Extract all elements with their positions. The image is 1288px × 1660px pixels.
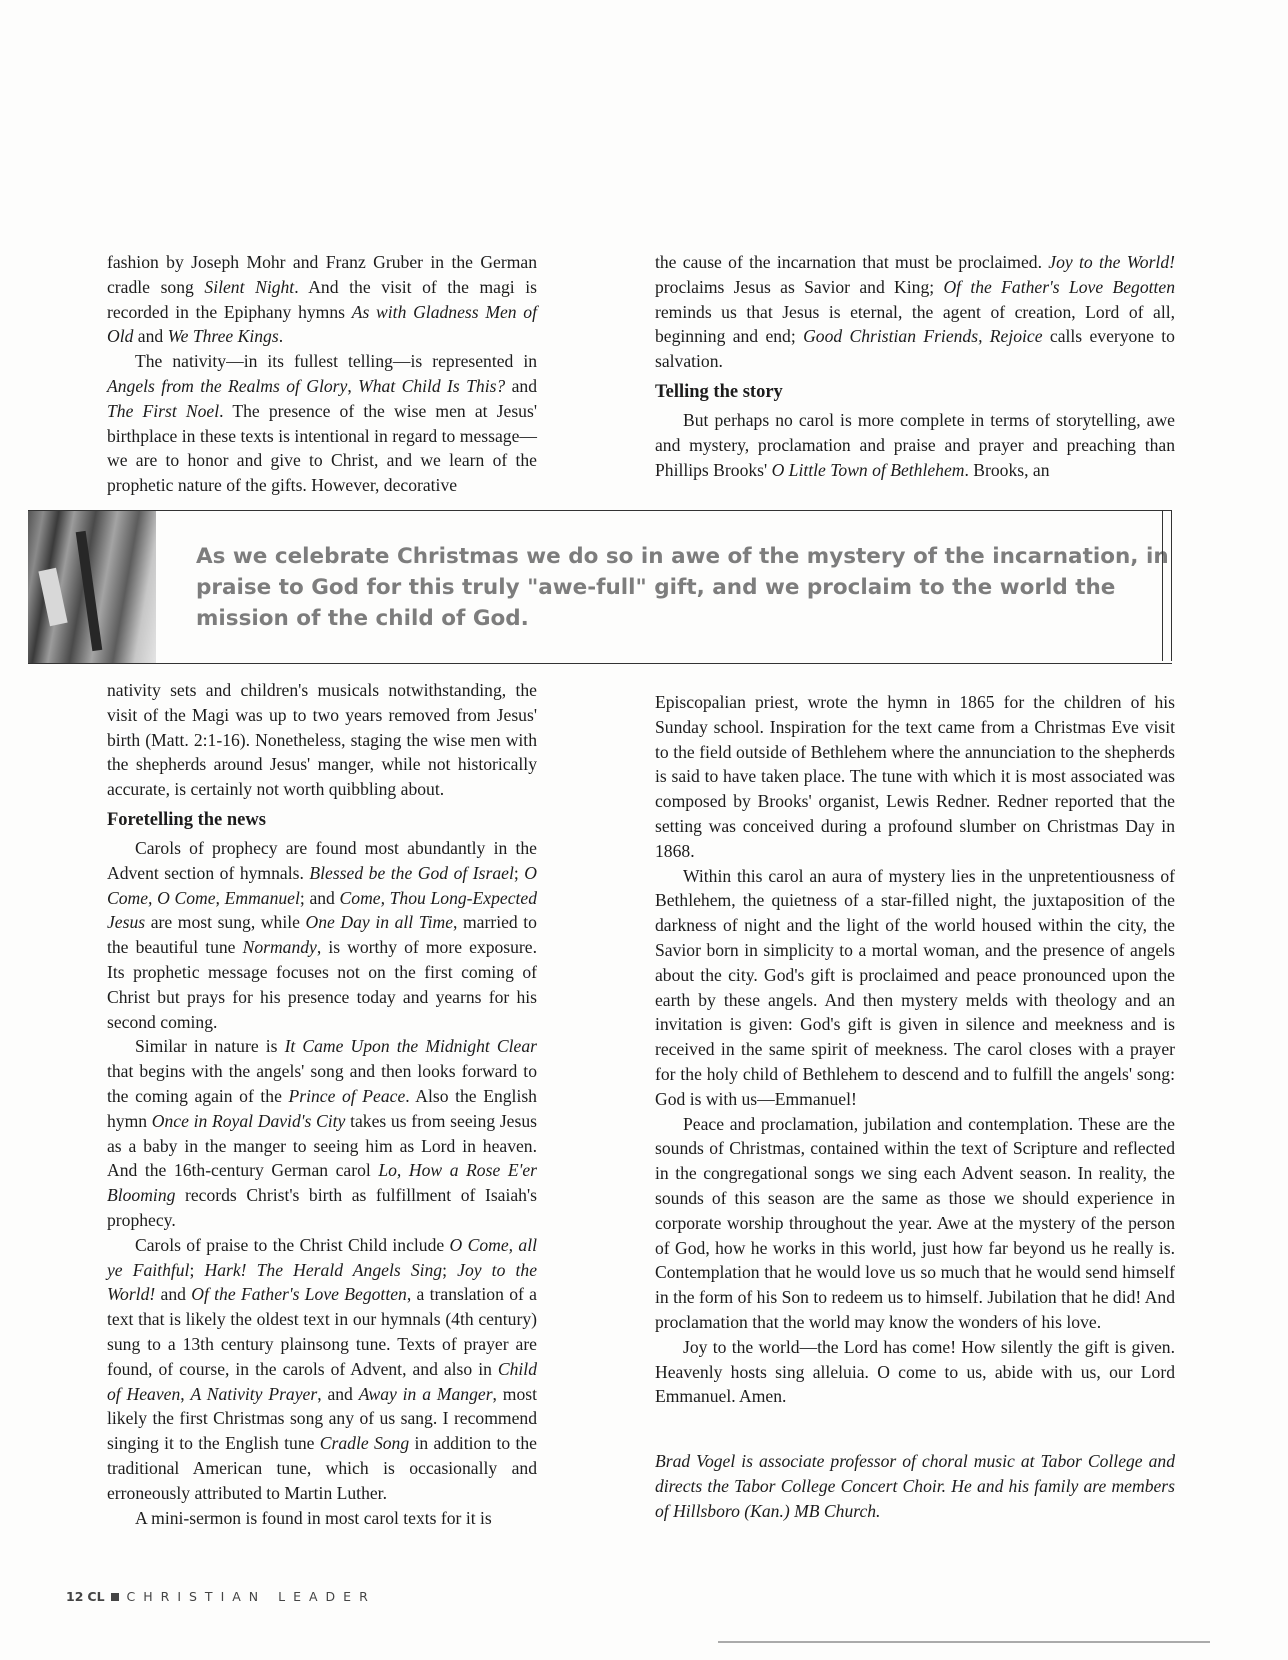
- pull-quote-box: [28, 510, 1172, 664]
- section-heading: Foretelling the news: [107, 809, 266, 830]
- column-bottom-left: [107, 678, 537, 1530]
- organ-pipes-photo: [28, 511, 156, 663]
- paragraph: Within this carol an aura of mystery lies in the unpretentiousness of Bethlehem, the quietness of a star-filled night, the juxtaposition of the darkness of night and the light of the world housed within the city, the Savior born in simplicity to a mortal woman, and the presence of angels about the city. God's gift is proclaimed and peace pronounced upon the earth by these angels. And then mystery melds with theology and an invitation is given: God's gift is given in silence and meekness and is received in the same spirit of meekness. The carol closes with a prayer for the holy child of Bethlehem to descend and to fulfill the angels' song: God is with us—Emmanuel!: [655, 865, 1175, 1109]
- paragraph: The nativity—in its fullest telling—is represented in Angels from the Realms of Glory, What Child Is This? and The First Noel. The presence of the wise men at Jesus' birthplace in these texts is intentional in regard to message—we are to honor and give to Christ, and we learn of the prophetic nature of the gifts. However, decorative: [107, 351, 537, 496]
- paragraph: Carols of prophecy are found most abundantly in the Advent section of hymnals. Blessed be the God of Israel; O Come, O Come, Emmanuel; and Come, Thou Long-Expected Jesus are most sung, while One Day in all Time, married to the beautiful tune Normandy, is worthy of more exposure. Its prophetic message focuses not on the first coming of Christ but prays for his presence today and yearns for his second coming.: [107, 837, 538, 1032]
- page-number: 12: [66, 1589, 84, 1604]
- bottom-rule: [718, 1641, 1210, 1643]
- publication-logo: CL: [87, 1589, 105, 1604]
- pull-quote: As we celebrate Christmas we do so in awe of the mystery of the incarnation, in praise to God for this truly "awe-full" gift, and we proclaim to the world the mission of the child of God.: [196, 544, 1169, 631]
- section-heading: Telling the story: [655, 381, 783, 402]
- page-footer: [66, 1589, 376, 1604]
- publication-name: CHRISTIAN LEADER: [126, 1589, 376, 1604]
- paragraph: But perhaps no carol is more complete in terms of storytelling, awe and mystery, proclamation and praise and prayer and preaching than Phillips Brooks' O Little Town of Bethlehem. Brooks, an: [655, 409, 1175, 480]
- column-top-right: [655, 250, 1175, 482]
- logo-square-icon: [111, 1593, 119, 1601]
- column-top-left: [107, 250, 537, 498]
- column-bottom-right: [655, 690, 1175, 1524]
- paragraph: Joy to the world—the Lord has come! How silently the gift is given. Heavenly hosts sing alleluia. O come to us, abide with us, our Lord Emmanuel. Amen.: [655, 1336, 1175, 1407]
- decorative-rule: [1162, 511, 1172, 661]
- paragraph: fashion by Joseph Mohr and Franz Gruber in the German cradle song Silent Night. And the visit of the magi is recorded in the Epiphany hymns As with Gladness Men of Old and We Three Kings.: [107, 252, 537, 347]
- author-bio: Brad Vogel is associate professor of choral music at Tabor College and directs the Tabor College Concert Choir. He and his family are members of Hillsboro (Kan.) MB Church.: [655, 1451, 1175, 1521]
- paragraph: nativity sets and children's musicals notwithstanding, the visit of the Magi was up to two years removed from Jesus' birth (Matt. 2:1-16). Nonetheless, staging the wise men with the shepherds around Jesus' manger, while not historically accurate, is certainly not worth quibbling about.: [107, 680, 537, 800]
- paragraph: Episcopalian priest, wrote the hymn in 1865 for the children of his Sunday school. Inspiration for the text came from a Christmas Eve visit to the field outside of Bethlehem where the annunciation to the shepherds is said to have taken place. The tune with which it is most associated was composed by Brooks' organist, Lewis Redner. Redner reported that the setting was conceived during a profound slumber on Christmas Day in 1868.: [655, 692, 1175, 861]
- paragraph: A mini-sermon is found in most carol texts for it is: [135, 1507, 492, 1528]
- paragraph: the cause of the incarnation that must be proclaimed. Joy to the World! proclaims Jesus as Savior and King; Of the Father's Love Begotten reminds us that Jesus is eternal, the agent of creation, Lord of all, beginning and end; Good Christian Friends, Rejoice calls everyone to salvation.: [655, 252, 1175, 372]
- paragraph: Carols of praise to the Christ Child include O Come, all ye Faithful; Hark! The Herald Angels Sing; Joy to the World! and Of the Father's Love Begotten, a translation of a text that is likely the oldest text in our hymnals (4th century) sung to a 13th century plainsong tune. Texts of prayer are found, of course, in the carols of Advent, and also in Child of Heaven, A Nativity Prayer, and Away in a Manger, most likely the first Christmas song any of us sang. I recommend singing it to the English tune Cradle Song in addition to the traditional American tune, which is occasionally and erroneously attributed to Martin Luther.: [107, 1234, 538, 1503]
- paragraph: Peace and proclamation, jubilation and contemplation. These are the sounds of Christmas, contained within the text of Scripture and reflected in the congregational songs we sing each Advent season. In reality, the sounds of this season are the same as those we should experience in corporate worship throughout the year. Awe at the mystery of the person of God, how he works in this world, just how far beyond us he really is. Contemplation that he would love us so much that he would send himself in the form of his Son to redeem us to himself. Jubilation that he did! And proclamation that the world may know the wonders of his love.: [655, 1113, 1175, 1332]
- paragraph: Similar in nature is It Came Upon the Midnight Clear that begins with the angels' song and then looks forward to the coming again of the Prince of Peace. Also the English hymn Once in Royal David's City takes us from seeing Jesus as a baby in the manger to seeing him as Lord in heaven. And the 16th-century German carol Lo, How a Rose E'er Blooming records Christ's birth as fulfillment of Isaiah's prophecy.: [107, 1036, 537, 1230]
